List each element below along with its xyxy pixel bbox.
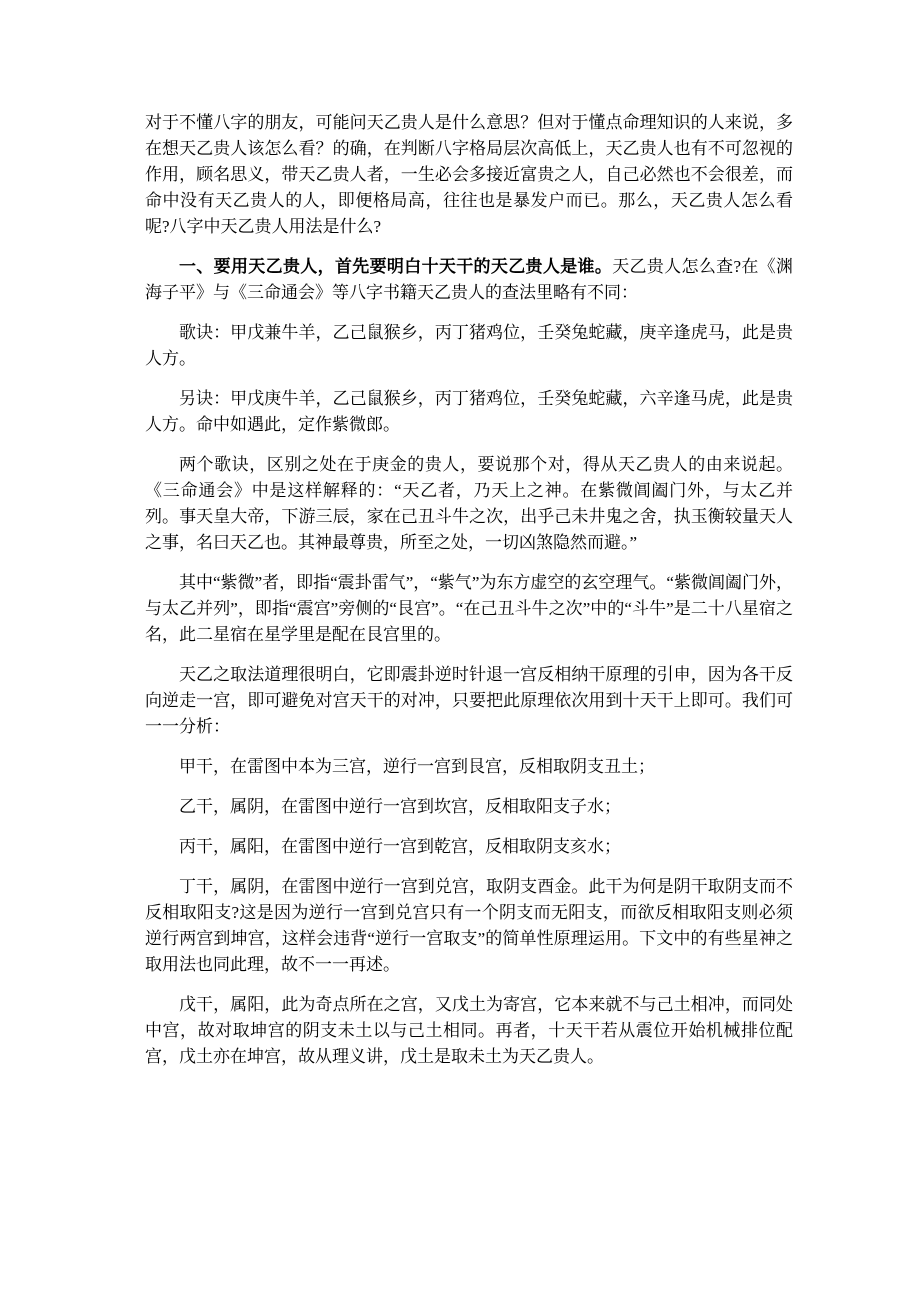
paragraph-text: 甲干，在雷图中本为三宫，逆行一宫到艮宫，反相取阴支丑土； — [179, 757, 655, 776]
bing-stem-paragraph — [145, 834, 793, 860]
paragraph-text: 两个歌诀，区别之处在于庚金的贵人，要说那个对，得从天乙贵人的由来说起。《三命通会》中是这样解释的：“天乙者，乃天上之神。在紫微阊阖门外，与太乙并列。事天皇大帝，下游三辰，家在己丑斗牛之次，出乎己未井鬼之舍，执玉衡较量天人之事，名曰天乙也。其神最尊贵，所至之处，一切凶煞隐然而避。” — [145, 455, 793, 552]
paragraph-text: 其中“紫微”者，即指“震卦雷气”，“紫气”为东方虚空的玄空理气。“紫微阊阖门外，与太乙并列”，即指“震宫”旁侧的“艮宫”。“在己丑斗牛之次”中的“斗牛”是二十八星宿之名，此二星宿在星学里是配在艮宫里的。 — [145, 573, 793, 644]
ding-stem-paragraph — [145, 874, 793, 978]
paragraph-text: 丙干，属阳，在雷图中逆行一宫到乾宫，反相取阴支亥水； — [179, 837, 621, 856]
intro-paragraph — [145, 110, 793, 240]
method-principle-paragraph — [145, 662, 793, 740]
paragraph-text: 对于不懂八字的朋友，可能问天乙贵人是什么意思？但对于懂点命理知识的人来说，多在想天乙贵人该怎么看？的确，在判断八字格局层次高低上，天乙贵人也有不可忽视的作用，顾名思义，带天乙贵人者，一生必会多接近富贵之人，自己必然也不会很差，而命中没有天乙贵人的人，即便格局高，往往也是暴发户而已。那么，天乙贵人怎么看呢?八字中天乙贵人用法是什么? — [145, 113, 793, 236]
verse-2-paragraph — [145, 386, 793, 438]
ziwei-analysis-paragraph — [145, 570, 793, 648]
yi-stem-paragraph — [145, 794, 793, 820]
jia-stem-paragraph — [145, 754, 793, 780]
paragraph-text: 歌诀：甲戊兼牛羊，乙己鼠猴乡，丙丁猪鸡位，壬癸兔蛇藏，庚辛逢虎马，此是贵人方。 — [145, 323, 793, 368]
section-heading-paragraph — [145, 254, 793, 306]
verse-1-paragraph — [145, 320, 793, 372]
explanation-quote-paragraph — [145, 452, 793, 556]
paragraph-text: 天乙贵人怎么查?在《渊海子平》与《三命通会》等八字书籍天乙贵人的查法里略有不同： — [145, 257, 794, 302]
paragraph-text: 乙干，属阴，在雷图中逆行一宫到坎宫，反相取阳支子水； — [179, 797, 621, 816]
wu-stem-paragraph — [145, 992, 793, 1070]
paragraph-text: 丁干，属阴，在雷图中逆行一宫到兑宫，取阴支酉金。此干为何是阴干取阴支而不反相取阳支?这是因为逆行一宫到兑宫只有一个阴支而无阳支，而欲反相取阳支则必须逆行两宫到坤宫，这样会违背“逆行一宫取支”的简单性原理运用。下文中的有些星神之取用法也同此理，故不一一再述。 — [145, 877, 793, 974]
paragraph-text: 天乙之取法道理很明白，它即震卦逆时针退一宫反相纳干原理的引申，因为各干反向逆走一宫，即可避免对宫天干的对冲，只要把此原理依次用到十天干上即可。我们可一一分析： — [145, 665, 793, 736]
paragraph-text: 另诀：甲戊庚牛羊，乙己鼠猴乡，丙丁猪鸡位，壬癸兔蛇藏，六辛逢马虎，此是贵人方。命中如遇此，定作紫微郎。 — [145, 389, 793, 434]
paragraph-text: 戊干，属阳，此为奇点所在之宫，又戊土为寄宫，它本来就不与己土相冲，而同处中宫，故对取坤宫的阴支未土以与己土相同。再者，十天干若从震位开始机械排位配宫，戊土亦在坤宫，故从理义讲，戊土是取未土为天乙贵人。 — [145, 995, 793, 1066]
section-heading-bold-text: 一、要用天乙贵人，首先要明白十天干的天乙贵人是谁。 — [179, 257, 613, 276]
